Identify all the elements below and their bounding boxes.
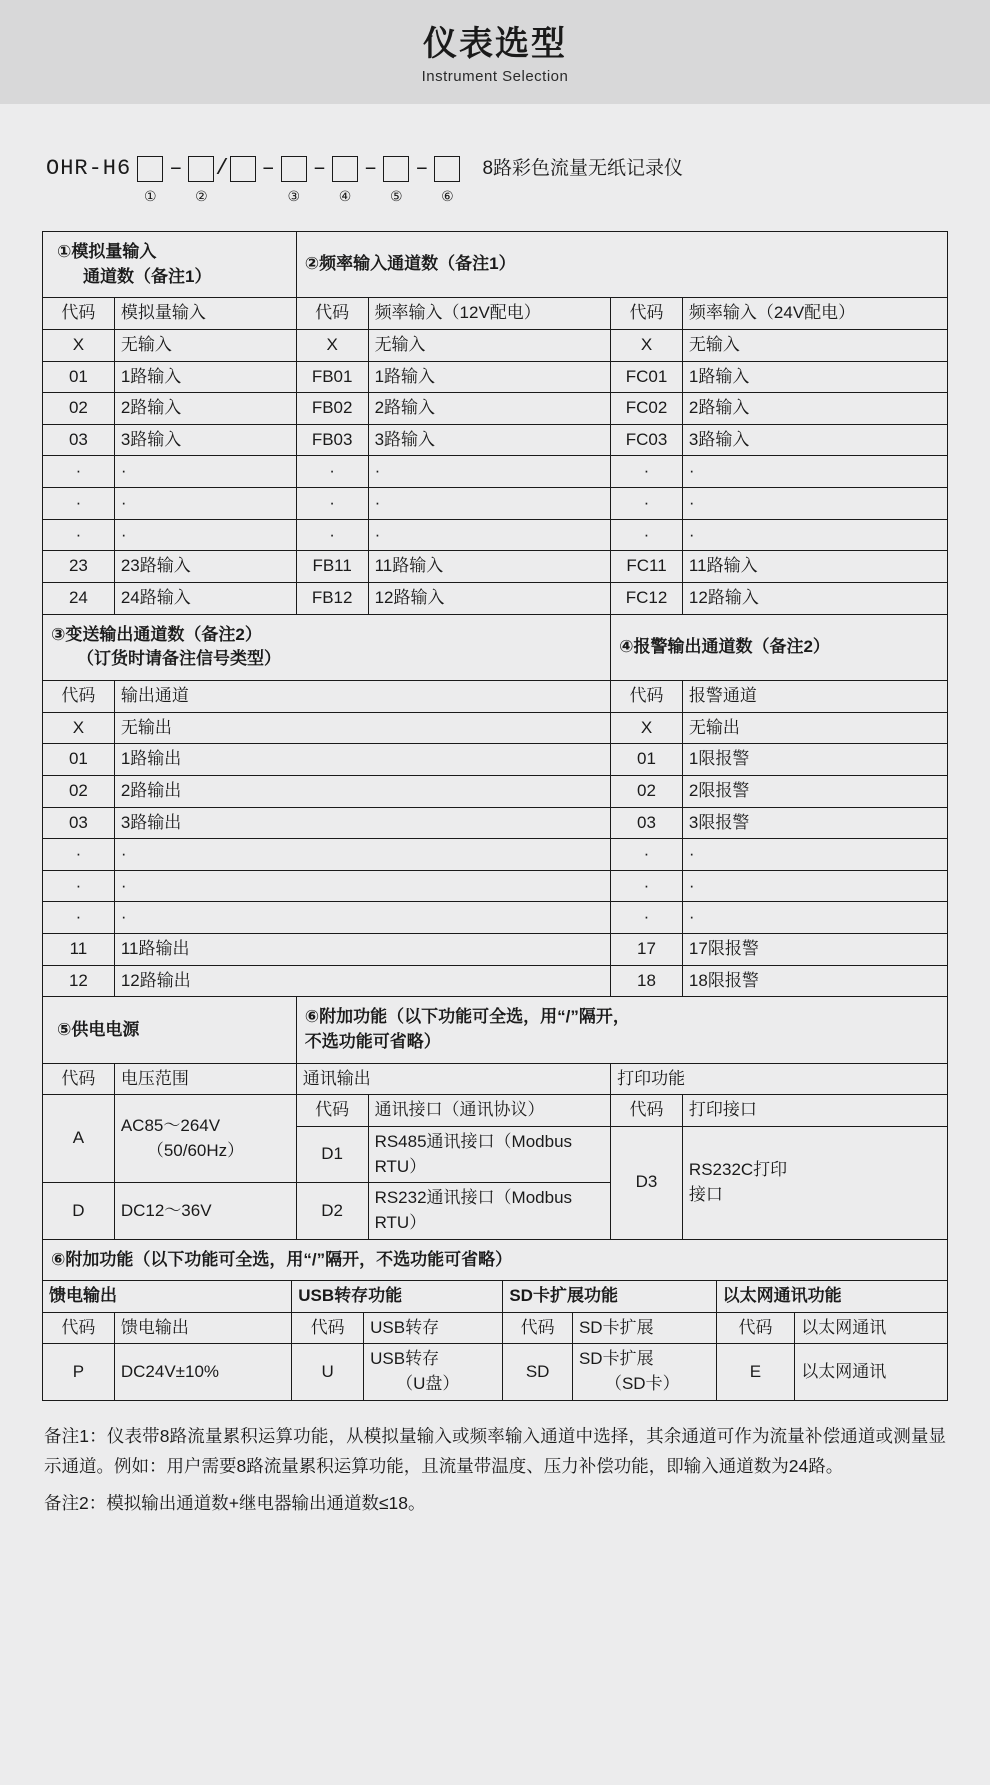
cell-desc: ·: [114, 519, 296, 551]
model-slot-6: [434, 152, 460, 203]
section-1-title-line2: 通道数（备注1）: [83, 266, 212, 286]
cell-code: FB02: [296, 393, 368, 425]
model-separator-2: /: [215, 156, 229, 181]
table-row: [43, 712, 948, 744]
cell-desc-power-a: [114, 1095, 296, 1183]
cell-desc: 无输入: [114, 329, 296, 361]
cell-code: SD: [503, 1344, 573, 1400]
cell-code: 23: [43, 551, 115, 583]
model-slot-4: [332, 152, 358, 203]
table-row: [43, 1095, 948, 1127]
cell-desc: 1路输入: [114, 361, 296, 393]
table-extra-functions: [42, 1239, 948, 1401]
table-row: [43, 744, 948, 776]
cell-code: 02: [611, 775, 683, 807]
cell-desc: DC12～36V: [114, 1183, 296, 1239]
cell-code: FC01: [611, 361, 683, 393]
cell-code: A: [43, 1095, 115, 1183]
cell-code: FC03: [611, 424, 683, 456]
col-header-code-9: 代码: [43, 1312, 115, 1344]
col-header-code-3: 代码: [611, 298, 683, 330]
cell-desc: 1限报警: [682, 744, 947, 776]
table-row: [43, 551, 948, 583]
cell-code: D: [43, 1183, 115, 1239]
cell-desc: 3路输入: [682, 424, 947, 456]
section-6-title: [296, 997, 947, 1063]
cell-code: ·: [43, 870, 115, 902]
cell-desc: 12路输入: [368, 583, 611, 615]
table-row: [43, 934, 948, 966]
cell-desc: 3路输入: [114, 424, 296, 456]
cell-desc: 2路输出: [114, 775, 610, 807]
cell-desc: 18限报警: [682, 965, 947, 997]
cell-code: 03: [611, 807, 683, 839]
cell-code: X: [296, 329, 368, 361]
cell-code: FB01: [296, 361, 368, 393]
cell-desc: 2路输入: [368, 393, 611, 425]
cell-desc: RS232通讯接口（Modbus RTU）: [368, 1183, 611, 1239]
table-input-channels: [42, 231, 948, 1240]
cell-code: E: [716, 1344, 795, 1400]
table-row: [43, 1281, 948, 1313]
cell-code: FB03: [296, 424, 368, 456]
section-4-title: ④报警输出通道数（备注2）: [611, 614, 948, 680]
section-3-title-line1: ③变送输出通道数（备注2）: [51, 624, 262, 644]
sd-line1: SD卡扩展: [578, 1349, 654, 1369]
col-header-code-8: 代码: [611, 1095, 683, 1127]
cell-desc: ·: [114, 456, 296, 488]
usb-line1: USB转存: [370, 1349, 440, 1369]
cell-code: ·: [43, 488, 115, 520]
cell-desc: 11路输入: [682, 551, 947, 583]
model-description: 8路彩色流量无纸记录仪: [482, 158, 684, 179]
table-row: [43, 1239, 948, 1281]
cell-code: ·: [43, 456, 115, 488]
cell-code: ·: [296, 488, 368, 520]
cell-code: ·: [611, 839, 683, 871]
cell-code: 02: [43, 393, 115, 425]
col-header-code-11: 代码: [503, 1312, 573, 1344]
cell-desc: ·: [682, 456, 947, 488]
section-3-title: [43, 614, 611, 680]
cell-code: D2: [296, 1183, 368, 1239]
cell-desc: ·: [114, 902, 610, 934]
cell-code: D1: [296, 1126, 368, 1182]
cell-desc: ·: [368, 488, 611, 520]
col-header-code-2: 代码: [296, 298, 368, 330]
cell-code: 01: [611, 744, 683, 776]
model-box-3[interactable]: [281, 156, 307, 182]
col-header-sd: SD卡扩展功能: [503, 1281, 716, 1313]
table-row: [43, 329, 948, 361]
model-slot-2b: [230, 152, 256, 189]
section-1-title: [43, 232, 297, 298]
model-separator-4: –: [312, 156, 327, 181]
section-1-title-line1: ①模拟量输入: [57, 242, 157, 261]
cell-code: X: [611, 329, 683, 361]
page-subtitle: Instrument Selection: [421, 68, 569, 86]
table-row: [43, 997, 948, 1063]
cell-desc: 24路输入: [114, 583, 296, 615]
cell-code: P: [43, 1344, 115, 1400]
cell-desc: ·: [682, 870, 947, 902]
cell-desc-print: [682, 1126, 947, 1239]
cell-code: ·: [43, 902, 115, 934]
cell-code: 24: [43, 583, 115, 615]
col-header-code-5: 代码: [611, 680, 683, 712]
model-separator-6: –: [415, 156, 429, 181]
cell-desc: ·: [368, 456, 611, 488]
usb-line2: （U盘）: [396, 1374, 460, 1394]
model-slot-5: [383, 152, 409, 203]
cell-code: 01: [43, 744, 115, 776]
note-2: 备注2：模拟输出通道数+继电器输出通道数≤18。: [44, 1492, 426, 1513]
col-header-alarm-channel: 报警通道: [682, 680, 947, 712]
cell-desc: 3路输入: [368, 424, 611, 456]
col-header-usb-sub: USB转存: [364, 1312, 503, 1344]
model-separator-1: –: [169, 156, 183, 181]
cell-code: FB12: [296, 583, 368, 615]
power-a-line1: AC85～264V: [120, 1116, 221, 1136]
section-6b-title: ⑥附加功能（以下功能可全选，用“/”隔开，不选功能可省略）: [43, 1239, 948, 1281]
cell-desc: 11路输入: [368, 551, 611, 583]
table-row: [43, 902, 948, 934]
cell-desc-sd: [572, 1344, 716, 1400]
cell-desc: ·: [682, 519, 947, 551]
cell-desc: 无输出: [114, 712, 610, 744]
model-box-1[interactable]: [137, 156, 163, 182]
cell-desc: 2路输入: [682, 393, 947, 425]
model-slot-label-6: ⑥: [441, 188, 454, 204]
section-3-title-line2: （订货时请备注信号类型）: [77, 649, 281, 669]
col-header-comm-interface: 通讯接口（通讯协议）: [368, 1095, 611, 1127]
col-header-output-channel: 输出通道: [114, 680, 610, 712]
col-header-code-10: 代码: [292, 1312, 364, 1344]
model-separator-5: –: [364, 156, 378, 181]
section-6-title-line1: ⑥附加功能（以下功能可全选，用“/”隔开，: [304, 1007, 630, 1027]
cell-desc: ·: [682, 488, 947, 520]
cell-code: ·: [611, 870, 683, 902]
cell-desc: 1路输入: [682, 361, 947, 393]
table-row: [43, 519, 948, 551]
cell-code: ·: [43, 519, 115, 551]
col-header-analog-input: 模拟量输入: [114, 298, 296, 330]
model-slot-label-4: ④: [338, 188, 352, 204]
table-row: [43, 456, 948, 488]
cell-desc: ·: [682, 839, 947, 871]
table-row: [43, 583, 948, 615]
table-row: [43, 680, 948, 712]
cell-code: ·: [611, 902, 683, 934]
cell-desc: 2限报警: [682, 775, 947, 807]
cell-desc: 12路输入: [682, 583, 947, 615]
model-box-2b[interactable]: [230, 156, 256, 182]
table-row: [43, 870, 948, 902]
cell-code: 02: [43, 775, 115, 807]
model-slot-3: [281, 152, 307, 203]
table-row: [43, 298, 948, 330]
cell-desc: ·: [368, 519, 611, 551]
cell-code: FC12: [611, 583, 683, 615]
cell-code: FB11: [296, 551, 368, 583]
cell-desc: ·: [114, 488, 296, 520]
model-box-2[interactable]: [188, 156, 214, 182]
cell-desc: RS485通讯接口（Modbus RTU）: [368, 1126, 611, 1182]
cell-code: 01: [43, 361, 115, 393]
table-row: [43, 424, 948, 456]
cell-code: ·: [611, 519, 683, 551]
cell-desc: 无输出: [682, 712, 947, 744]
table-row: [43, 1063, 948, 1095]
table-row: [43, 488, 948, 520]
table-row: [43, 839, 948, 871]
cell-desc: 12路输出: [114, 965, 610, 997]
power-a-line2: （50/60Hz）: [146, 1140, 245, 1160]
model-slot-1: [137, 152, 163, 203]
cell-desc: 3路输出: [114, 807, 610, 839]
cell-code: ·: [296, 519, 368, 551]
cell-desc: 23路输入: [114, 551, 296, 583]
model-prefix: OHR-H6: [46, 156, 132, 181]
cell-desc: 3限报警: [682, 807, 947, 839]
model-box-6[interactable]: [434, 156, 460, 182]
model-slots: [137, 152, 460, 203]
col-header-code-7: 代码: [296, 1095, 368, 1127]
col-header-eth-sub: 以太网通讯: [795, 1312, 948, 1344]
col-header-code-1: 代码: [43, 298, 115, 330]
model-slot-2: [188, 152, 214, 203]
section-5-title: ⑤供电电源: [43, 997, 297, 1063]
col-header-code-6: 代码: [43, 1063, 115, 1095]
table-row: [43, 393, 948, 425]
note-1: 备注1：仪表带8路流量累积运算功能，从模拟量输入或频率输入通道中选择，其余通道可作为流量补偿通道或测量显示通道。例如：用户需要8路流量累积运算功能，且流量带温度、压力补偿功能，即输入通道数为24路。: [44, 1425, 946, 1477]
col-header-code-12: 代码: [716, 1312, 795, 1344]
model-slot-label-3: ③: [287, 188, 301, 204]
table-row: [43, 1312, 948, 1344]
cell-code: X: [43, 329, 115, 361]
col-header-feed-output: 馈电输出: [43, 1281, 292, 1313]
model-box-4[interactable]: [332, 156, 358, 182]
cell-code: 12: [43, 965, 115, 997]
cell-desc: 无输入: [682, 329, 947, 361]
cell-desc: 17限报警: [682, 934, 947, 966]
cell-code: FC11: [611, 551, 683, 583]
cell-code: 17: [611, 934, 683, 966]
model-slot-label-1: ①: [143, 188, 157, 204]
model-code-area: [0, 104, 990, 203]
cell-code: ·: [611, 488, 683, 520]
cell-code: ·: [611, 456, 683, 488]
cell-code: D3: [611, 1126, 683, 1239]
col-header-freq-12v: 频率输入（12V配电）: [368, 298, 611, 330]
cell-code: 03: [43, 807, 115, 839]
col-header-print-interface: 打印接口: [682, 1095, 947, 1127]
col-header-code-4: 代码: [43, 680, 115, 712]
col-header-sd-sub: SD卡扩展: [572, 1312, 716, 1344]
print-line1: RS232C打印: [688, 1160, 788, 1180]
table-row: [43, 965, 948, 997]
notes-section: [0, 1401, 990, 1549]
cell-code: 03: [43, 424, 115, 456]
cell-code: FC02: [611, 393, 683, 425]
table-row: [43, 361, 948, 393]
table-row: [43, 614, 948, 680]
cell-code: U: [292, 1344, 364, 1400]
section-6-title-line2: 不选功能可省略）: [304, 1032, 441, 1052]
cell-desc: ·: [114, 839, 610, 871]
page-title: 仪表选型: [423, 24, 567, 63]
cell-desc: 1路输出: [114, 744, 610, 776]
col-header-eth: 以太网通讯功能: [716, 1281, 947, 1313]
cell-desc: ·: [682, 902, 947, 934]
cell-desc: ·: [114, 870, 610, 902]
table-row: [43, 1344, 948, 1400]
cell-code: ·: [296, 456, 368, 488]
print-line2: 接口: [688, 1184, 723, 1204]
col-header-voltage-range: 电压范围: [114, 1063, 296, 1095]
model-slot-label-2: ②: [195, 188, 208, 204]
cell-code: 11: [43, 934, 115, 966]
cell-desc: 2路输入: [114, 393, 296, 425]
table-row: [43, 807, 948, 839]
cell-desc: DC24V±10%: [114, 1344, 291, 1400]
cell-desc: 以太网通讯: [795, 1344, 948, 1400]
cell-desc-usb: [364, 1344, 503, 1400]
model-slot-label-5: ⑤: [389, 188, 403, 204]
cell-code: 18: [611, 965, 683, 997]
cell-code: X: [43, 712, 115, 744]
col-header-feed-sub: 馈电输出: [114, 1312, 291, 1344]
table-row: [43, 232, 948, 298]
col-header-comm-output: 通讯输出: [296, 1063, 610, 1095]
cell-code: X: [611, 712, 683, 744]
col-header-usb: USB转存功能: [292, 1281, 503, 1313]
col-header-freq-24v: 频率输入（24V配电）: [682, 298, 947, 330]
cell-desc: 1路输入: [368, 361, 611, 393]
model-box-5[interactable]: [383, 156, 409, 182]
model-separator-3: –: [261, 156, 275, 181]
sd-line2: （SD卡）: [604, 1374, 680, 1394]
table-row: [43, 775, 948, 807]
selection-tables: [0, 203, 990, 1401]
section-2-title: ②频率输入通道数（备注1）: [296, 232, 947, 298]
page-header: [0, 0, 990, 104]
cell-code: ·: [43, 839, 115, 871]
col-header-print-function: 打印功能: [611, 1063, 948, 1095]
cell-desc: 无输入: [368, 329, 611, 361]
cell-desc: 11路输出: [114, 934, 610, 966]
